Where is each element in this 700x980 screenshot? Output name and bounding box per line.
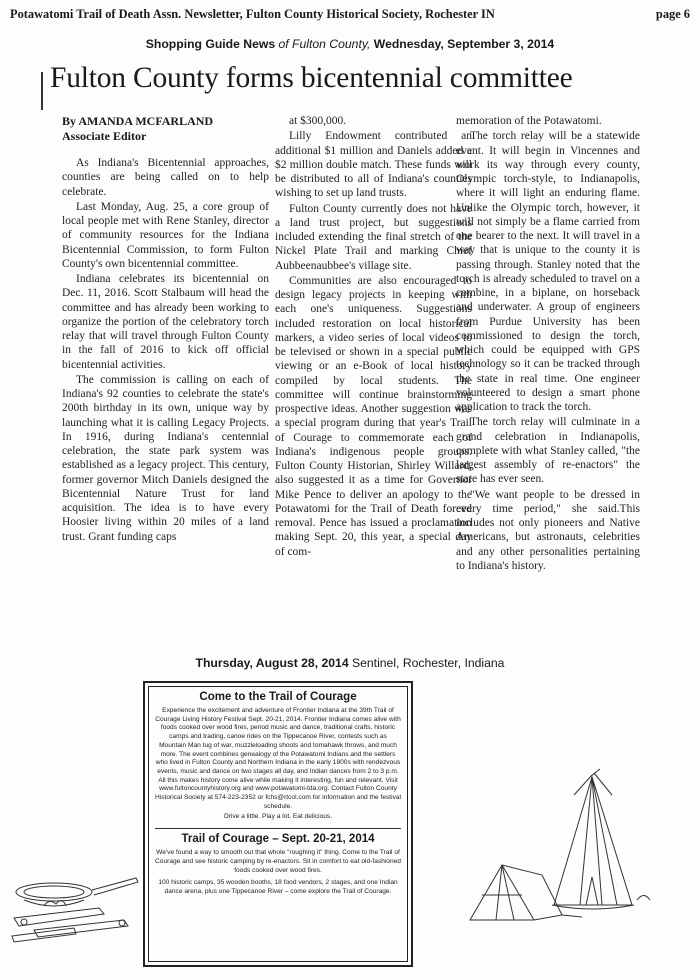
sentinel-source: Sentinel, Rochester, Indiana — [352, 656, 505, 670]
publication-county: of Fulton County, — [278, 37, 371, 51]
byline-title: Associate Editor — [62, 129, 147, 143]
source-line — [0, 37, 700, 51]
article-column-3 — [456, 114, 640, 574]
sentinel-dateline — [0, 656, 700, 670]
paragraph: The commission is calling on each of Indiana's 92 counties to celebrate the state's 200th birthday in its own, unique way by launching what it is calling Legacy Projects. In 1916, during Indiana's centennial celebration, the state park system was established as a legacy project. This century, former governor Mitch Daniels designed the Bicentennial Nature Trust for land acquisition. The idea is to have every Hoosier living within 20 miles of a land trust. Grant funding caps — [62, 373, 269, 543]
article-column-1 — [62, 156, 269, 545]
paragraph: memoration of the Potawatomi. — [456, 115, 602, 127]
paragraph: Lilly Endowment contributed an additional $1 million and Daniels added a $2 million double match. These funds will be distributed to all of Indiana's counties wishing to set up land trusts. — [275, 130, 472, 200]
newsletter-header — [10, 7, 690, 23]
page-number: page 6 — [655, 7, 690, 21]
paragraph: Indiana celebrates its bicentennial on Dec. 11, 2016. Scott Stalbaum will head the committee and has already been working to organize the portion of the celebratory torch relay that will travel through Fulton County in the fall of 2016 to kick off official bicentennial activities. — [62, 273, 269, 371]
ad-inner-frame — [148, 686, 408, 962]
paragraph: The torch relay will culminate in a grand celebration in Indianapolis, complete with what Stanley called, "the largest assembly of re-enactors" the state has ever seen. — [456, 416, 640, 486]
byline-name: By AMANDA MCFARLAND — [62, 114, 214, 128]
teepee-campsite-illustration — [462, 765, 662, 935]
paragraph: The torch relay will be a statewide event. It will begin in Vincennes and work its way through every county, Olympic torch-style, to Indianapolis, where it will light an enduring flame. Unlike the Olympic torch, however, it will not simply be a flame carried from one bearer to the next. It will travel in a way that is unique to the county it is passing through. Stanley noted that the torch is already scheduled to travel on a combine, in a biplane, on horseback and underwater. A group of engineers from Purdue University has been commissioned to design the torch, which could be equipped with GPS technology so it can be tracked through the state in real time. One engineer volunteered to design a smart phone application to track the torch. — [456, 130, 640, 413]
paragraph: Fulton County currently does not have a land trust project, but suggestions included extending the final stretch of the Nickel Plate Trail and marking Chief Aubbeenaubbee's village site. — [275, 202, 472, 272]
byline — [62, 114, 272, 144]
ad-body-3: 100 historic camps, 35 wooden booths, 18 food vendors, 2 stages, and one Indian dance arena, plus one Tippecanoe River – come explore the Trail of Courage. — [158, 879, 398, 895]
ad-title-dates: Trail of Courage – Sept. 20-21, 2014 — [181, 833, 375, 846]
paragraph: Last Monday, Aug. 25, a core group of local people met with Rene Stanley, director of community resources for the Indiana Bicentennial Commission, to form Fulton County's own bicentennial committee. — [62, 200, 269, 270]
article-headline: Fulton County forms bicentennial committee — [50, 62, 573, 94]
trail-of-courage-ad — [143, 681, 413, 967]
ad-divider — [155, 828, 401, 829]
newsletter-title: Potawatomi Trail of Death Assn. Newsletter, Fulton County Historical Society, Rochester IN — [10, 7, 495, 21]
paragraph: Communities are also encouraged to design legacy projects in keeping with each one's uniqueness. Suggestions included restoration on local historical markers, a video series of local videos to be televised or shown in a special public viewing or an e-Book of local history compiled by local students. The committee will continue brainstorming prospective ideas. Another suggestion was a special program during that year's Trail of Courage to commemorate each of Indiana's indigenous people groups. Fulton County Historian, Shirley Willard, also suggested it as a time for Governor Mike Pence to deliver an apology to the Potawatomi for the Trail of Death forced removal. Pence has issued a proclamation making Sept. 20, this year, a special day of com- — [275, 274, 472, 558]
ad-tagline: Drive a little. Play a lot. Eat delicious. — [223, 813, 333, 821]
headline-rule — [41, 72, 43, 110]
publication-name: Shopping Guide News — [145, 37, 276, 51]
paragraph: "We want people to be dressed in every time period," she said.This includes not only pioneers and Native Americans, but astronauts, celebrities and any other personalities pertaining to Indiana's history. — [456, 488, 640, 572]
paragraph: at $300,000. — [289, 115, 347, 127]
paragraph: As Indiana's Bicentennial approaches, counties are being called on to help celebrate. — [62, 157, 269, 198]
sentinel-date: Thursday, August 28, 2014 — [195, 656, 349, 670]
ad-title: Come to the Trail of Courage — [199, 691, 357, 703]
article-column-2 — [275, 114, 472, 560]
publication-date: Wednesday, September 3, 2014 — [373, 37, 555, 51]
ad-body-2: We've found a way to smooth out that whole "roughing it" thing. Come to the Trail of Courage and see historic camping by re-enactors. Sit in comfort to eat old-fashioned foods cooked over wood fires. — [155, 849, 401, 874]
campfire-pot-illustration — [4, 870, 144, 950]
ad-body: Experience the excitement and adventure of Frontier Indiana at the 39th Trail of Courage Living History Festival Sept. 20-21, 2014. Frontier Indiana comes alive with foods cooked over wood fires, period music and dance, traditional crafts, historic camps and trading, canoe rides on the Tippecanoe River, contests such as Mountain Man tug of war, muzzleloading shoots and tomahawk throws, and much more. The event combines genealogy of the Potawatomi Indians and the settlers who lived in Fulton County and Northern Indiana in the early 1800s with rendezvous events, music and dance on two stages all day, and Indian dances from 2 to 3 p.m. All this makes history come alive while making it interesting, fun and relevant. Visit www.fultoncountyhistory.org and www.potawatomi-tda.org. Contact Fulton County Historical Society at 574-223-2352 or fchs@rtcol.com for information and the festival schedule. — [155, 707, 402, 810]
